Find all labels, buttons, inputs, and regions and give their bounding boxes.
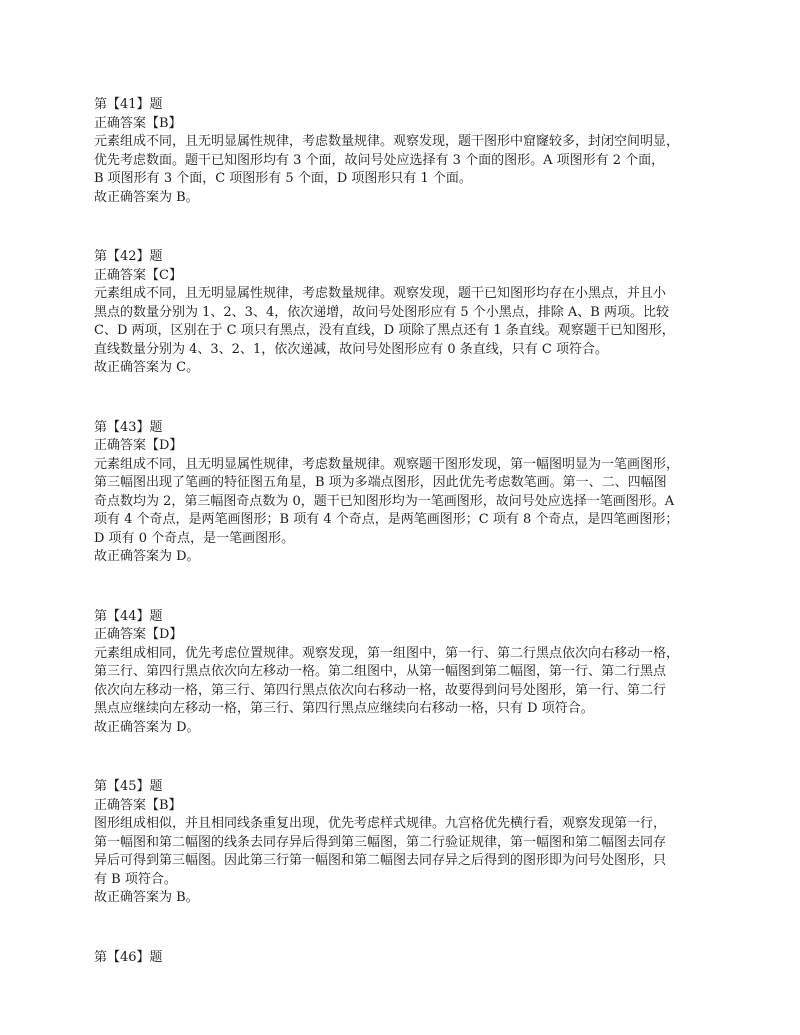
explanation-line: B 项图形有 3 个面，C 项图形有 5 个面，D 项图形只有 1 个面。: [94, 171, 472, 186]
conclusion: 故正确答案为 C。: [94, 360, 200, 375]
question-title: 第【44】题: [94, 608, 163, 624]
question-41: [94, 96, 714, 207]
explanation-line: D 项有 0 个奇点，是一笔画图形。: [94, 530, 295, 546]
explanation-line: 依次向左移动一格，第三行、第四行黑点依次向右移动一格，故要得到问号处图形，第一行、第二行: [94, 682, 667, 698]
conclusion: 故正确答案为 B。: [94, 189, 199, 205]
explanation-line: 项有 4 个奇点，是两笔画图形；B 项有 4 个奇点，是两笔画图形；C 项有 8 个奇点，是四笔画图形；: [94, 512, 679, 527]
question-46: [94, 949, 714, 968]
correct-answer: 正确答案【B】: [94, 797, 182, 813]
conclusion: 故正确答案为 D。: [94, 549, 200, 564]
explanation-line: 元素组成不同，且无明显属性规律，考虑数量规律。观察题干图形发现，第一幅图明显为一笔画图形，: [94, 456, 680, 472]
question-43: [94, 419, 714, 567]
explanation-line: 奇点数均为 2，第三幅图奇点数为 0，题干已知图形均为一笔画图形，故问号处应选择一笔画图形。A: [94, 493, 675, 509]
explanation-line: 第三幅图出现了笔画的特征图五角星，B 项为多端点图形，因此优先考虑数笔画。第一、二、四幅图: [94, 475, 667, 490]
explanation-line: 优先考虑数面。题干已知图形均有 3 个面，故问号处应选择有 3 个面的图形。A 项图形有 2 个面，: [94, 152, 665, 168]
explanation-line: 第一幅图和第二幅图的线条去同存异后得到第三幅图，第二行验证规律，第一幅图和第二幅图去同存: [94, 834, 667, 850]
explanation-line: 元素组成不同，且无明显属性规律，考虑数量规律。观察发现，题干图形中窟窿较多，封闭空间明显，: [94, 134, 680, 149]
explanation-line: 元素组成相同，优先考虑位置规律。观察发现，第一组图中，第一行、第二行黑点依次向右移动一格，: [94, 645, 680, 661]
explanation-line: 异后可得到第三幅图。因此第三行第一幅图和第二幅图去同存异之后得到的图形即为问号处图形，只: [94, 853, 667, 868]
explanation-line: 黑点应继续向左移动一格，第三行、第四行黑点应继续向右移动一格，只有 D 项符合。: [94, 701, 594, 716]
explanation-line: 元素组成不同，且无明显属性规律，考虑数量规律。观察发现，题干已知图形均存在小黑点，并且小: [94, 286, 667, 301]
explanation-line: 第三行、第四行黑点依次向左移动一格。第二组图中，从第一幅图到第二幅图，第一行、第二行黑点: [94, 664, 667, 679]
correct-answer: 正确答案【D】: [94, 438, 183, 453]
question-title: 第【41】题: [94, 97, 163, 112]
correct-answer: 正确答案【B】: [94, 115, 182, 131]
question-45: [94, 778, 714, 908]
correct-answer: 正确答案【D】: [94, 627, 183, 642]
question-42: [94, 248, 714, 378]
explanation-line: 黑点的数量分别为 1、2、3、4，依次递增，故问号处图形应有 5 个小黑点，排除 A、B 两项。比较: [94, 304, 669, 320]
explanation-line: C、D 两项，区别在于 C 项只有黑点，没有直线，D 项除了黑点还有 1 条直线。观察题干已知图形，: [94, 323, 675, 338]
conclusion: 故正确答案为 D。: [94, 719, 200, 735]
correct-answer: 正确答案【C】: [94, 267, 182, 283]
question-44: [94, 608, 714, 738]
question-title: 第【43】题: [94, 419, 163, 435]
question-title: 第【42】题: [94, 249, 163, 264]
question-title: 第【46】题: [94, 949, 163, 965]
explanation-line: 直线数量分别为 4、3、2、1，依次递减，故问号处图形应有 0 条直线，只有 C 项符合。: [94, 341, 608, 357]
explanation-line: 有 B 项符合。: [94, 871, 177, 887]
conclusion: 故正确答案为 B。: [94, 890, 199, 905]
explanation-line: 图形组成相似，并且相同线条重复出现，优先考虑样式规律。九宫格优先横行看，观察发现第一行，: [94, 816, 667, 831]
answer-document: [94, 96, 714, 1008]
question-title: 第【45】题: [94, 779, 163, 794]
